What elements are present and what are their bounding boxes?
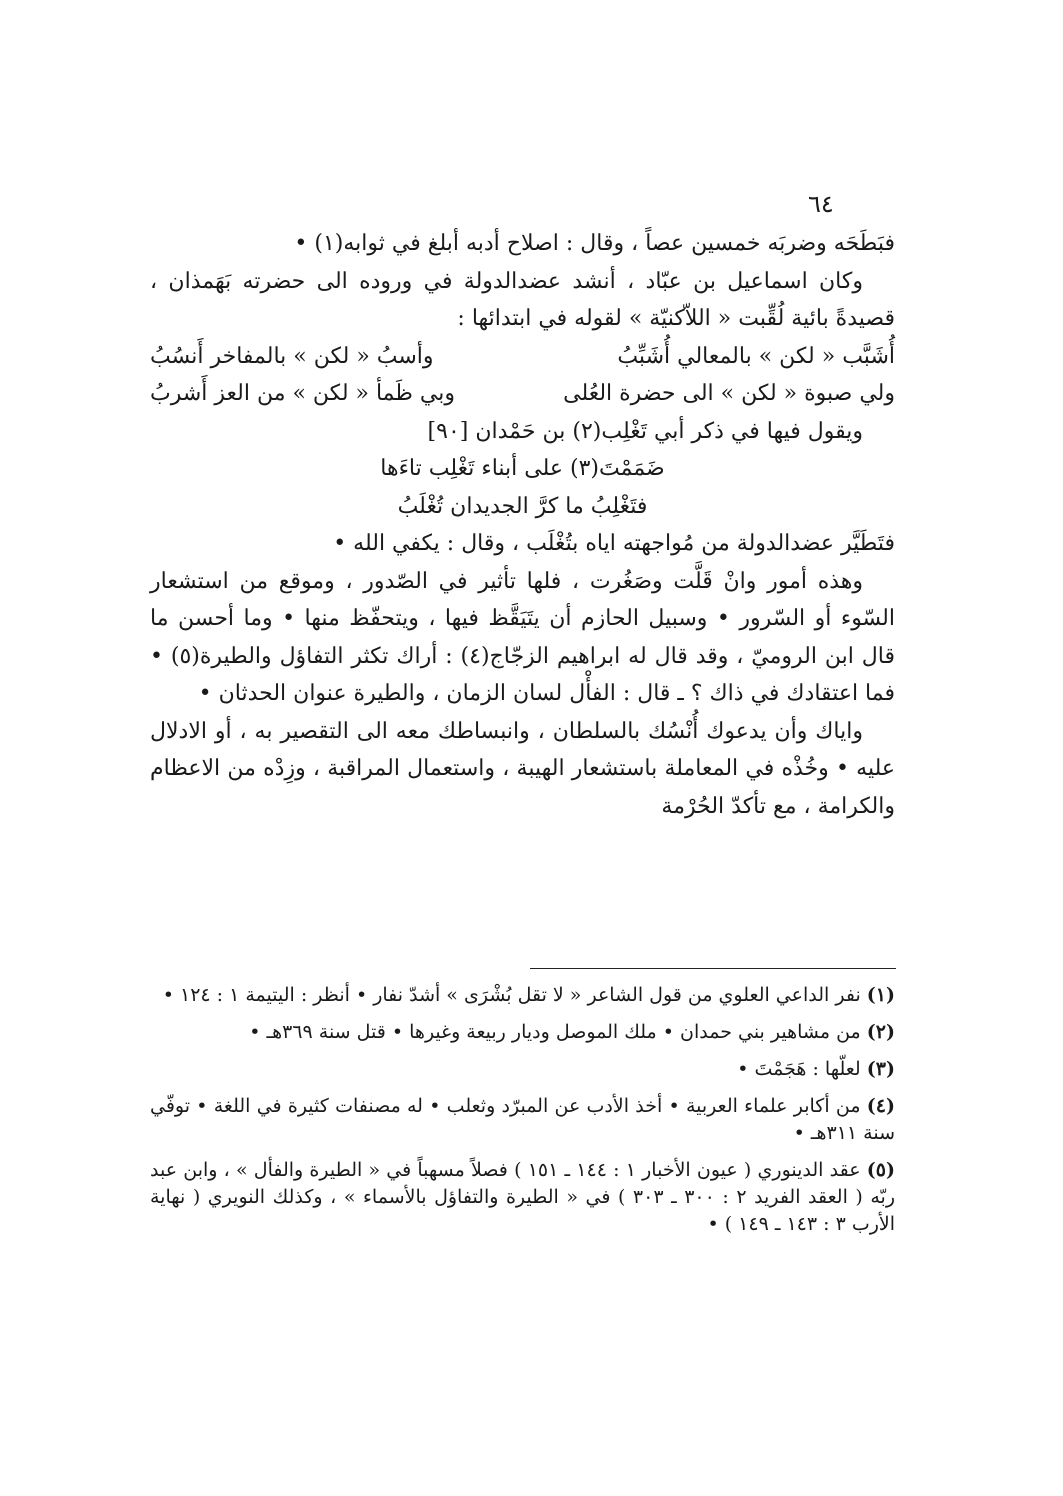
paragraph-2: وكان اسماعيل بن عبّاد ، أنشد عضدالدولة في وروده الى حضرته بَهَمذان ، قصيدةً بائية لُقِّبت « اللاّكنيّة » لقوله في ابتدائها :: [150, 268, 895, 331]
verse-line-2: [150, 375, 895, 413]
paragraph-1: فبَطَحَه وضربَه خمسين عصاً ، وقال : اصلاح أدبه أبلغ في ثوابه(١) •: [294, 231, 895, 256]
verse-line-1: [150, 338, 895, 376]
footnotes: [150, 982, 895, 1248]
verse-1-first-hemistich: أُشَبَّب « لكن » بالمعالي أُشَبِّبُ: [617, 343, 895, 369]
verse-line-3: ضَمَمْتَ(٣) على أبناء تَغْلِب تاءَها: [380, 456, 665, 481]
footnote-1: [150, 982, 895, 1009]
footnote-text: عقد الدينوري ( عيون الأخبار ١ : ١٤٤ ـ ١٥١ ) فصلاً مسهباً في « الطيرة والفأل » ، وابن عبد ربّه ( العقد الفريد ٢ : ٣٠٠ ـ ٣٠٣ ) في « الطيرة والتفاؤل بالأسماء » ، وكذلك النويري ( نهاية الأرب ٣ : ١٤٣ ـ ١٤٩ ) •: [150, 1159, 896, 1235]
footnote-number: (٣): [866, 1058, 895, 1080]
main-text: [150, 225, 895, 825]
paragraph-3: ويقول فيها في ذكر أبي تَغْلِب(٢) بن حَمْدان [٩٠]: [427, 418, 863, 444]
paragraph-4: فتَطَيَّر عضدالدولة من مُواجهته اياه بتُغْلَب ، وقال : يكفي الله •: [333, 531, 895, 556]
footnote-text: من مشاهير بني حمدان • ملك الموصل وديار ربيعة وغيرها • قتل سنة ٣٦٩هـ •: [249, 1021, 861, 1043]
footnote-number: (٢): [866, 1021, 895, 1043]
page-number: ٦٤: [808, 190, 834, 218]
footnote-number: (٤): [866, 1095, 895, 1117]
footnote-number: (٥): [866, 1159, 895, 1181]
footnote-text: لعلّها : هَجَمْتَ •: [737, 1058, 861, 1080]
verse-2-first-hemistich: ولي صبوة « لكن » الى حضرة العُلى: [563, 381, 895, 406]
verse-1-second-hemistich: وأسبُ « لكن » بالمفاخر أَنسُبُ: [150, 343, 434, 369]
verse-line-4: فتَغْلِبُ ما كرَّ الجديدان تُغْلَبُ: [397, 493, 648, 519]
footnote-number: (١): [866, 984, 895, 1006]
footnote-2: [150, 1019, 895, 1046]
footnote-divider: [530, 968, 896, 969]
verse-2-second-hemistich: وبي ظَمأ « لكن » من العز أَشربُ: [150, 381, 455, 406]
footnote-text: من أكابر علماء العربية • أخذ الأدب عن المبرّد وثعلب • له مصنفات كثيرة في اللغة • توفّي سنة ٣١١هـ •: [150, 1095, 895, 1144]
footnote-3: [150, 1056, 895, 1083]
footnote-text: نفر الداعي العلوي من قول الشاعر « لا تقل بُشْرَى » أشدّ نفار • أنظر : اليتيمة ١ : ١٢٤ •: [162, 984, 861, 1006]
paragraph-6: واياك وأن يدعوك أُنْسُك بالسلطان ، وانبساطك معه الى التقصير به ، أو الادلال عليه • وخُذْه في المعاملة باستشعار الهيبة ، واستعمال المراقبة ، وزِدْه من الاعظام والكرامة ، مع تأكدّ الحُرْمة: [150, 718, 895, 819]
footnote-4: [150, 1093, 895, 1147]
paragraph-5: وهذه أمور وانْ قَلَّت وصَغُرت ، فلها تأثير في الصّدور ، وموقع من استشعار السّوء أو السّرور • وسبيل الحازم أن يتَيَقَّظ فيها ، ويتحفّظ منها • وما أحسن ما قال ابن الروميّ ، وقد قال له ابراهيم الزجّاج(٤) : أراك تكثر التفاؤل والطيرة(٥) • فما اعتقادك في ذاك ؟ ـ قال : الفأْل لسان الزمان ، والطيرة عنوان الحدثان •: [150, 568, 895, 706]
footnote-5: [150, 1157, 895, 1238]
